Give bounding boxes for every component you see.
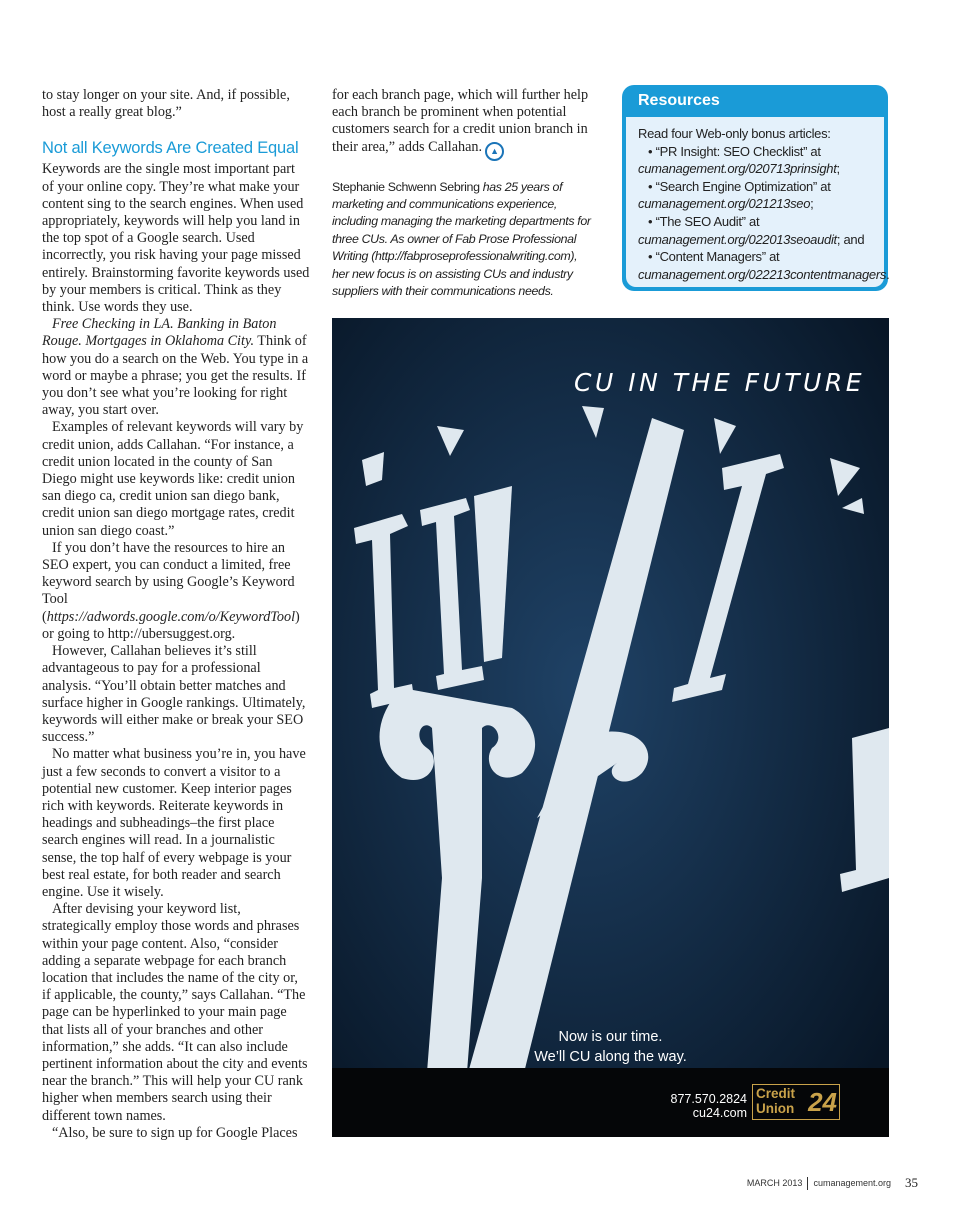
paragraph-5: However, Callahan believes it’s still advantageous to pay for a professional analysis. “You’ll obtain better matches and surface higher in Google rankings. Ultimately, keywords will either make or break your SEO success.” [42, 643, 306, 746]
resource-item-end: ; [836, 161, 840, 177]
paragraph-1: Keywords are the single most important part of your online copy. They’re what make your content sing to the search engines. When used appropriately, keywords will help you land in the top spot of a Google search. Used incorrectly, you risk having your page missed entirely. Brainstorming favorite keywords used by your members is critical. Think as they think. Use words they use. [42, 161, 310, 316]
ad-tagline [332, 1027, 889, 1067]
author-name: Stephanie Schwenn Sebring [332, 179, 480, 194]
resource-item [638, 213, 878, 248]
ad-headline: CU IN THE FUTURE [574, 368, 865, 397]
paragraph-3: Examples of relevant keywords will vary by credit union, adds Callahan. “For instance, a credit union located in the county of San Diego might use keywords like: credit union san diego ca, credit union san diego bank, credit union san diego mortgage rates, credit union san diego coast.” [42, 419, 304, 539]
ad-website[interactable]: cu24.com [692, 1106, 747, 1120]
resources-intro: Read four Web-only bonus articles: [638, 126, 831, 141]
resource-item-end: ; and [836, 231, 865, 247]
resource-item [638, 143, 878, 178]
resource-link[interactable]: cumanagement.org/021213seo [638, 196, 811, 212]
paragraph-7: After devising your keyword list, strategically employ those words and phrases within your page content. Also, “consider adding a separate webpage for each branch location that includes the name of the city or, if applicable, the county,” says Callahan. “The page can be hyperlinked to your main page that lists all of your branches and other information,” she adds. “It can also include pertinent information about the city and events near the branch.” This will help your CU rank higher when members search using their different town names. [42, 901, 308, 1124]
article-column-1 [42, 87, 310, 1142]
end-of-article-icon: ▲ [485, 142, 504, 161]
paragraph-4-a: If you don’t have the resources to hire an SEO expert, you can conduct a limited, free keyword search by using Google’s Keyword Tool ( [42, 539, 295, 625]
column-2-text: for each branch page, which will further help each branch be prominent when potential customers search for a credit union branch in their area,” adds Callahan. [332, 87, 589, 155]
resource-item-label: • “Content Managers” at [648, 249, 780, 265]
column-2-paragraph [332, 87, 594, 161]
paragraph-2 [42, 316, 310, 419]
resources-title: Resources [638, 92, 720, 109]
logo-line-1: Credit [756, 1086, 796, 1101]
resource-link[interactable]: cumanagement.org/022213contentmanagers [638, 266, 887, 282]
resource-item-end: ; [810, 196, 814, 212]
resource-item-label: • “Search Engine Optimization” at [648, 178, 831, 194]
logo-number: 24 [808, 1087, 837, 1117]
resource-item [638, 178, 878, 213]
page-number: 35 [905, 1175, 918, 1190]
resource-item-end: . [886, 266, 890, 282]
lead-in-text: to stay longer on your site. And, if possible, host a really great blog.” [42, 87, 290, 121]
clock-face-illustration [332, 318, 889, 1137]
footer-divider [807, 1177, 808, 1190]
footer-site[interactable]: cumanagement.org [813, 1178, 891, 1188]
paragraph-4 [42, 540, 310, 643]
ad-tagline-line-1: Now is our time. [558, 1029, 663, 1045]
section-heading: Not all Keywords Are Created Equal [42, 139, 299, 158]
author-bio [332, 179, 594, 301]
ad-tagline-line-2: We’ll CU along the way. [534, 1049, 687, 1065]
paragraph-6: No matter what business you’re in, you have just a few seconds to convert a visitor to a potential new customer. Keep interior pages rich with keywords. Reiterate keywords in headings and subheadings–the first place search engines will read. In a journalistic sense, the top half of every webpage is your best real estate, for both reader and search engine. Use it wisely. [42, 746, 306, 900]
ad-contact [671, 1092, 747, 1120]
paragraph-2-italic: Free Checking in LA. Banking in Baton Rouge. Mortgages in Oklahoma City. [42, 316, 277, 350]
resource-item-label: • “PR Insight: SEO Checklist” at [648, 143, 821, 159]
resource-item-label: • “The SEO Audit” at [648, 213, 760, 229]
cu24-advertisement [332, 318, 889, 1137]
resources-content [626, 117, 890, 287]
paragraph-2-rest: Think of how you do a search on the Web. You type in a word or maybe a phrase; you get the results. If you don’t see what you’re looking for right away, you start over. [42, 333, 309, 419]
resource-link[interactable]: cumanagement.org/020713prinsight [638, 161, 837, 177]
logo-line-2: Union [756, 1101, 795, 1116]
ad-phone: 877.570.2824 [670, 1092, 747, 1106]
keyword-tool-link[interactable]: https://adwords.google.com/o/KeywordTool [46, 608, 296, 625]
paragraph-8: “Also, be sure to sign up for Google Places [52, 1124, 298, 1141]
author-bio-text: has 25 years of marketing and communications experience, including managing the marketing departments for three CUs. As owner of Fab Prose Professional Writing (http://fabproseprofessionalwriting.com), her new focus is on assisting CUs and industry suppliers with their communications needs. [332, 179, 591, 299]
article-column-2 [332, 87, 594, 300]
credit-union-24-logo [752, 1084, 840, 1120]
resource-link[interactable]: cumanagement.org/022013seoaudit [638, 231, 837, 247]
resource-item [638, 248, 890, 283]
paragraph-4-b: ) or going to http://ubersuggest.org. [42, 608, 300, 642]
page-footer [747, 1175, 918, 1191]
issue-date: MARCH 2013 [746, 1178, 803, 1188]
resources-box [622, 85, 888, 291]
